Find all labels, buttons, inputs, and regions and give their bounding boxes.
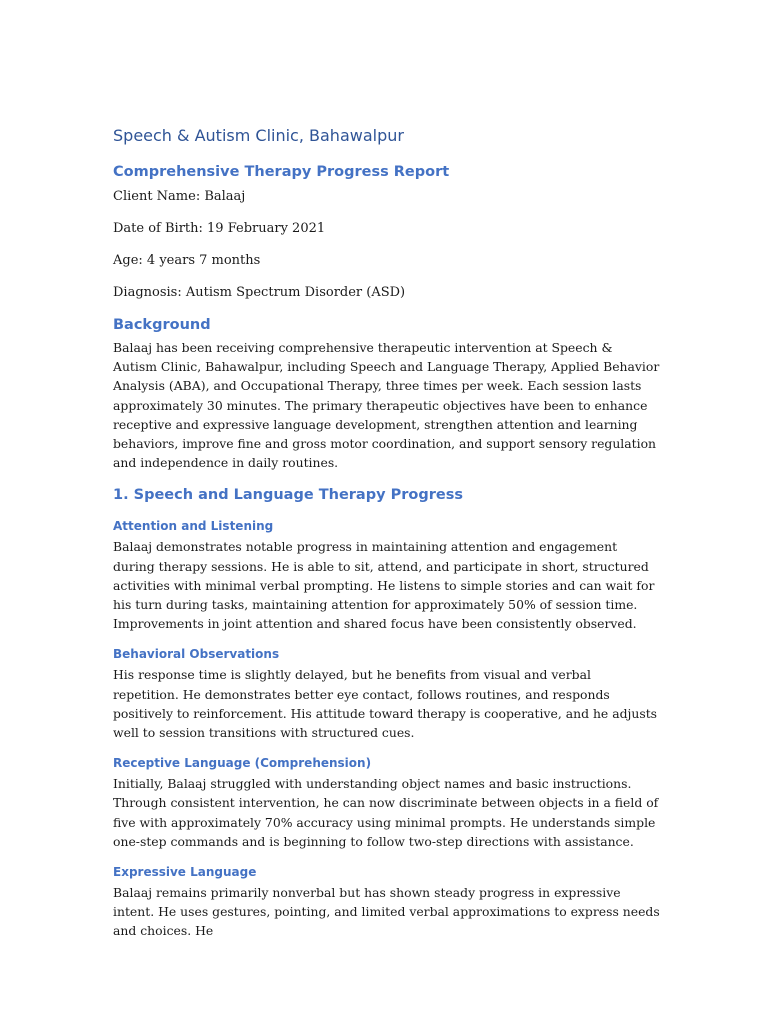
client-age: Age: 4 years 7 months bbox=[113, 253, 261, 268]
behavioral-heading: Behavioral Observations bbox=[113, 647, 280, 662]
behavioral-text: His response time is slightly delayed, but he benefits from visual and verbal repetition. He demonstrates better eye contact, follows routines, and responds positively to reinforcement. His attitude toward therapy is cooperative, and he adjusts well to session transitions with structured cues. bbox=[113, 667, 658, 741]
background-heading: Background bbox=[113, 317, 211, 333]
expressive-text: Balaaj remains primarily nonverbal but has shown steady progress in expressive intent. He uses gestures, pointing, and limited verbal approximations to express needs and choices. He bbox=[113, 885, 660, 939]
client-name: Client Name: Balaaj bbox=[113, 189, 246, 204]
attention-heading: Attention and Listening bbox=[113, 519, 274, 534]
expressive-heading: Expressive Language bbox=[113, 865, 257, 880]
section1-heading: 1. Speech and Language Therapy Progress bbox=[113, 487, 463, 504]
client-diagnosis: Diagnosis: Autism Spectrum Disorder (ASD) bbox=[113, 285, 406, 300]
receptive-heading: Receptive Language (Comprehension) bbox=[113, 756, 372, 771]
report-title: Comprehensive Therapy Progress Report bbox=[113, 164, 450, 180]
attention-text: Balaaj demonstrates notable progress in maintaining attention and engagement during therapy sessions. He is able to sit, attend, and participate in short, structured activities with minimal verbal prompting. He listens to simple stories and can wait for his turn during tasks, maintaining attention for approximately 50% of session time. Improvements in joint attention and shared focus have been consistently observed. bbox=[113, 539, 655, 632]
receptive-text: Initially, Balaaj struggled with understanding object names and basic instructions. Through consistent intervention, he can now discriminate between objects in a field of five with approximately 70% accuracy using minimal prompts. He understands simple one-step commands and is beginning to follow two-step directions with assistance. bbox=[113, 776, 659, 849]
background-text: Balaaj has been receiving comprehensive therapeutic intervention at Speech & Autism Clinic, Bahawalpur, including Speech and Language Therapy, Applied Behavior Analysis (ABA), and Occupational Therapy, three times per week. Each session lasts approximately 30 minutes. The primary therapeutic objectives have been to enhance receptive and expressive language development, strengthen attention and learning behaviors, improve fine and gross motor coordination, and support sensory regulation and independence in daily routines. bbox=[113, 340, 660, 471]
client-dob: Date of Birth: 19 February 2021 bbox=[113, 221, 326, 236]
clinic-title: Speech & Autism Clinic, Bahawalpur bbox=[113, 126, 404, 145]
